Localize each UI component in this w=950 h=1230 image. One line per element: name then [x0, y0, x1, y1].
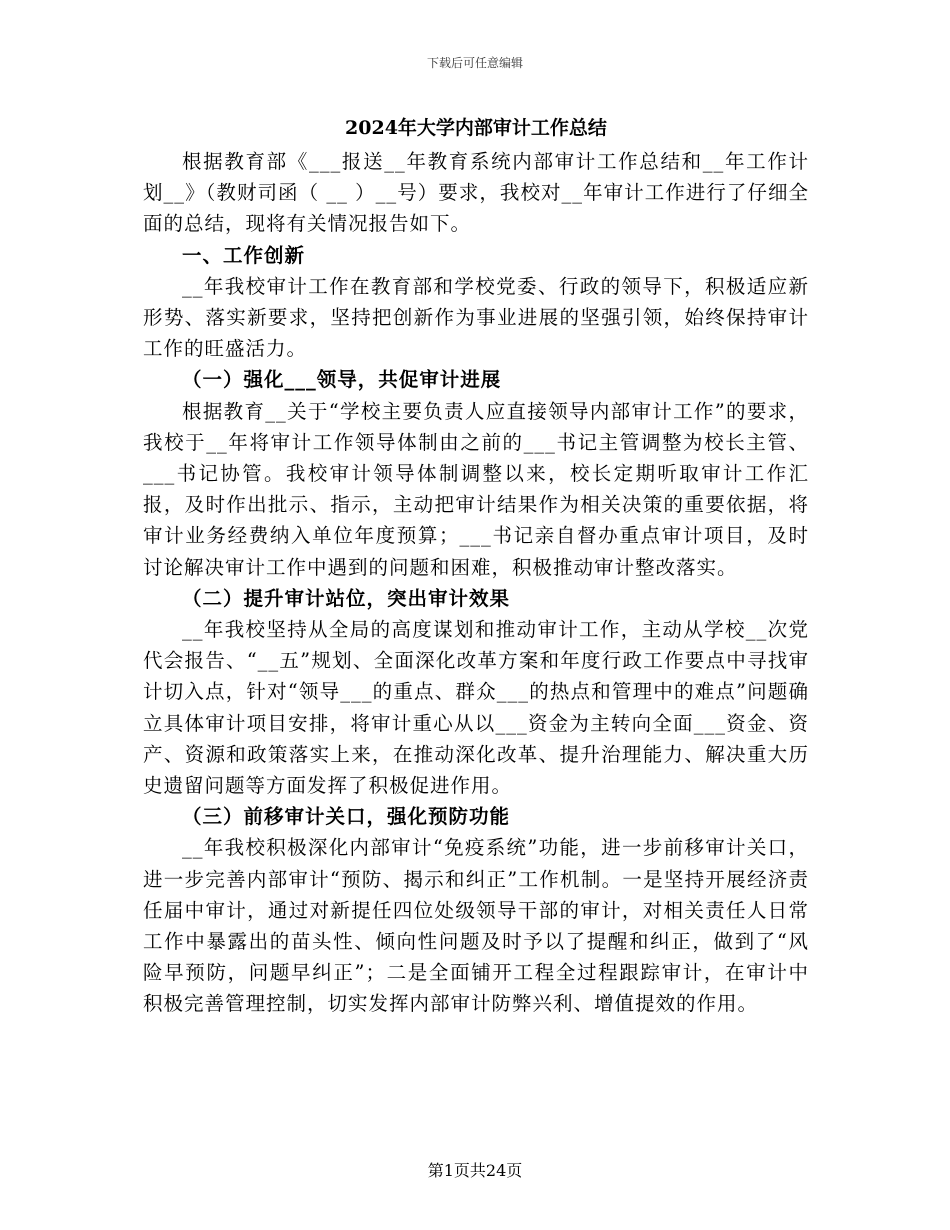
- paragraph-intro: 根据教育部《___报送__年教育系统内部审计工作总结和__年工作计划__》（教财司函（ __ ）__号）要求，我校对__年审计工作进行了仔细全面的总结，现将有关情况报告如下。: [143, 150, 809, 236]
- paragraph-subsection-3: __年我校积极深化内部审计“免疫系统”功能，进一步前移审计关口，进一步完善内部审计“预防、揭示和纠正”工作机制。一是坚持开展经济责任届中审计，通过对新提任四位处级领导干部的审计，对相关责任人日常工作中暴露出的苗头性、倾向性问题及时予以了提醒和纠正，做到了“风险早预防，问题早纠正”；二是全面铺开工程全过程跟踪审计，在审计中积极完善管理控制，切实发挥内部审计防弊兴利、增值提效的作用。: [143, 836, 809, 1016]
- page-number-footer: 第1页共24页: [427, 1161, 523, 1180]
- header-note: 下载后可任意编辑: [426, 56, 523, 70]
- subsection-heading-3: （三）前移审计关口，强化预防功能: [182, 805, 511, 829]
- paragraph-section-1: __年我校审计工作在教育部和学校党委、行政的领导下，积极适应新形势、落实新要求，坚持把创新作为事业进展的坚强引领，始终保持审计工作的旺盛活力。: [143, 274, 809, 361]
- section-heading-1: 一、工作创新: [182, 243, 306, 267]
- subsection-heading-2: （二）提升审计站位，突出审计效果: [182, 586, 511, 610]
- document-title: 2024年大学内部审计工作总结: [345, 117, 607, 139]
- paragraph-subsection-1: 根据教育__关于“学校主要负责人应直接领导内部审计工作”的要求，我校于__年将审计工作领导体制由之前的___书记主管调整为校长主管、___书记协管。我校审计领导体制调整以来，校长定期听取审计工作汇报，及时作出批示、指示，主动把审计结果作为相关决策的重要依据，将审计业务经费纳入单位年度预算；___书记亲自督办重点审计项目，及时讨论解决审计工作中遇到的问题和困难，积极推动审计整改落实。: [143, 399, 809, 579]
- subsection-heading-1: （一）强化___领导，共促审计进展: [182, 368, 502, 392]
- document-body: [143, 110, 809, 1020]
- paragraph-subsection-2: __年我校坚持从全局的高度谋划和推动审计工作，主动从学校__次党代会报告、“__五”规划、全面深化改革方案和年度行政工作要点中寻找审计切入点，针对“领导___的重点、群众___的热点和管理中的难点”问题确立具体审计项目安排，将审计重心从以___资金为主转向全面___资金、资产、资源和政策落实上来，在推动深化改革、提升治理能力、解决重大历史遗留问题等方面发挥了积极促进作用。: [143, 618, 809, 798]
